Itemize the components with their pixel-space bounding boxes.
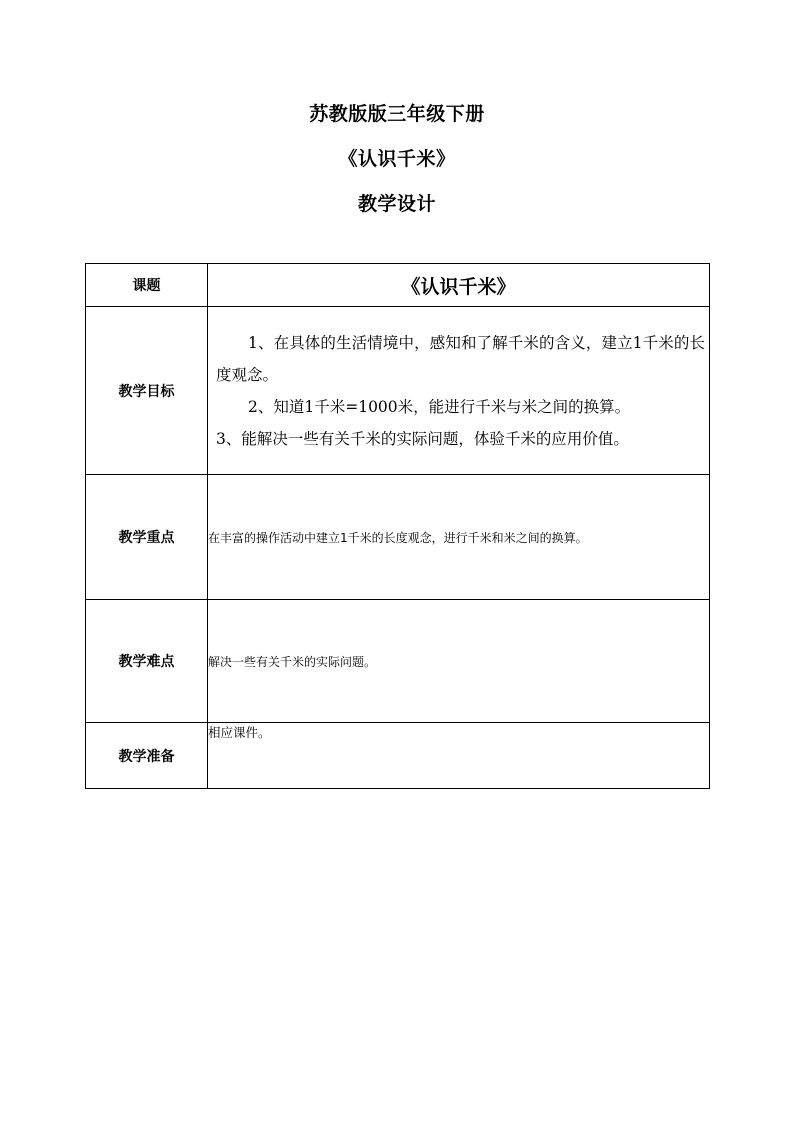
lesson-plan-table [85,263,710,789]
row-preparation [86,723,710,789]
key-point-value: 在丰富的操作活动中建立1千米的长度观念，进行千米和米之间的换算。 [208,475,710,600]
key-point-label: 教学重点 [86,475,208,600]
difficulty-value: 解决一些有关千米的实际问题。 [208,600,710,723]
topic-label: 课题 [86,264,208,307]
row-key-point [86,475,710,600]
goal-item-1: 1、在具体的生活情境中，感知和了解千米的含义，建立1千米的长度观念。 [216,333,705,384]
title-design: 教学设计 [357,193,436,215]
goal-item-3: 3、能解决一些有关千米的实际问题，体验千米的应用价值。 [216,429,629,448]
difficulty-label: 教学难点 [86,600,208,723]
row-topic [86,264,710,307]
document-title-block [0,103,794,238]
goals-cell [208,307,710,475]
topic-value: 《认识千米》 [208,264,710,307]
row-difficulty [86,600,710,723]
title-lesson: 《认识千米》 [338,148,456,170]
preparation-value: 相应课件。 [208,723,710,789]
row-goals [86,307,710,475]
title-textbook: 苏教版版三年级下册 [309,103,485,125]
preparation-label: 教学准备 [86,723,208,789]
goal-item-2: 2、知道1千米=1000米，能进行千米与米之间的换算。 [248,397,631,416]
goals-label: 教学目标 [86,307,208,475]
